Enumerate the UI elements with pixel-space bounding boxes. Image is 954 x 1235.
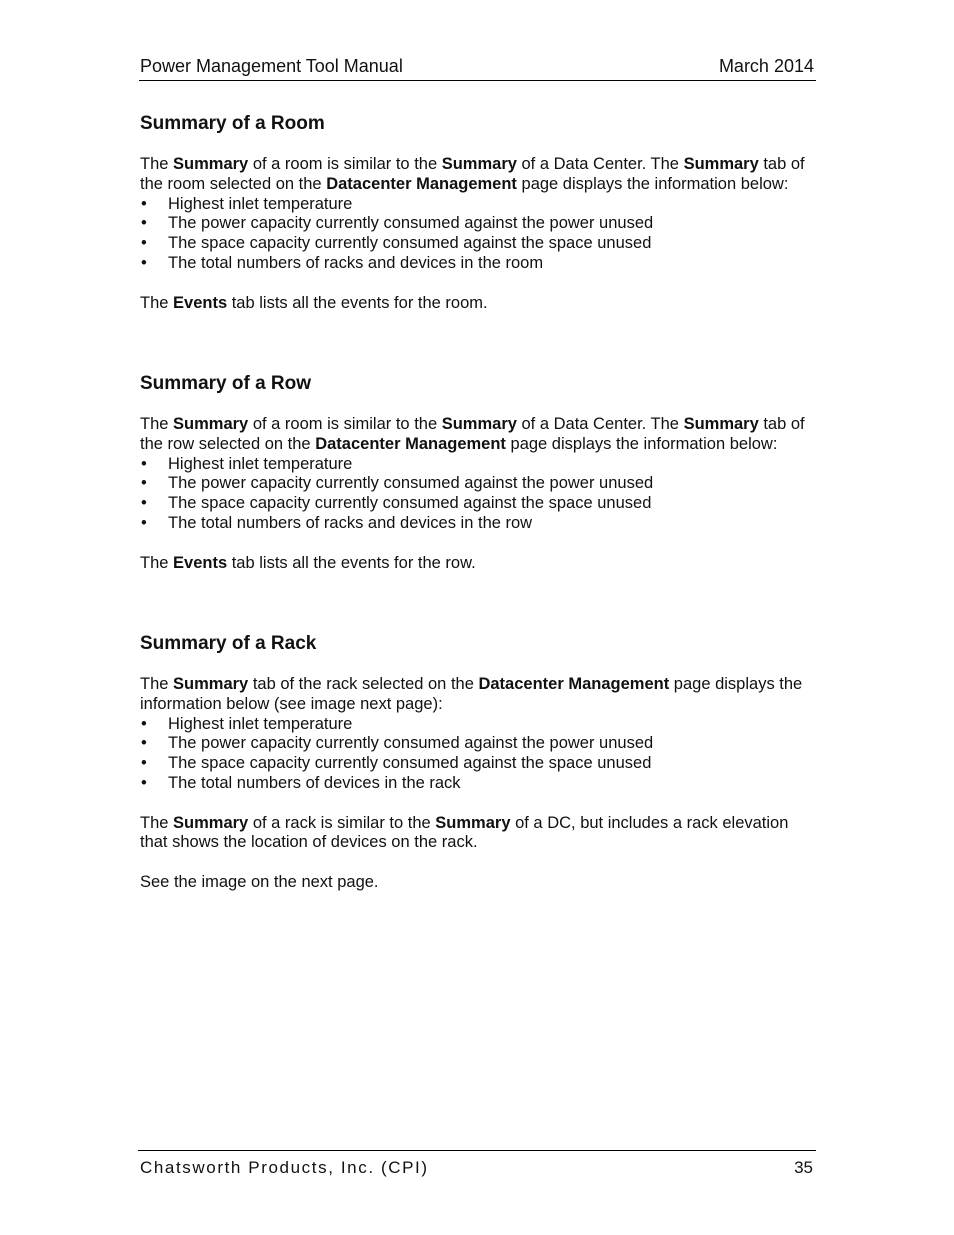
bold-term: Summary	[173, 675, 249, 693]
bold-term: Datacenter Management	[326, 174, 517, 193]
bold-term: Summary	[441, 155, 517, 173]
page-header	[139, 55, 816, 81]
text-run: tab lists all the events for the room.	[227, 293, 488, 312]
list-item: • The total numbers of racks and devices in the row	[141, 513, 533, 532]
text-run: of a room is similar to the	[248, 415, 442, 433]
text-run: of a Data Center. The	[516, 155, 684, 173]
text-run: The	[140, 293, 174, 312]
list-item: • The power capacity currently consumed against the power unused	[141, 474, 654, 493]
text-run: of a Data Center. The	[516, 415, 684, 433]
bold-term: Summary	[441, 415, 517, 433]
section-intro	[140, 675, 820, 715]
section-rack	[140, 632, 820, 893]
list-item: • The power capacity currently consumed against the power unused	[141, 214, 654, 233]
text-run: tab of the rack selected on the	[248, 675, 479, 693]
bold-term: Datacenter Management	[315, 434, 506, 453]
bold-term: Summary	[173, 415, 249, 433]
bullet-icon: •	[141, 234, 147, 253]
bold-term: Summary	[435, 813, 511, 832]
page-number: 35	[794, 1158, 813, 1177]
text-run: page displays the information below (see image next page):	[140, 675, 803, 713]
document-title: Power Management Tool Manual	[140, 56, 403, 76]
bold-term: Summary	[683, 155, 759, 173]
list-item: • Highest inlet temperature	[141, 714, 353, 733]
list-item: • The space capacity currently consumed against the space unused	[141, 234, 652, 253]
page-footer	[138, 1150, 816, 1177]
text-run: The	[140, 553, 174, 572]
bullet-icon: •	[141, 513, 147, 532]
bullet-icon: •	[141, 734, 147, 753]
list-item: • The space capacity currently consumed against the space unused	[141, 754, 652, 773]
section-heading: Summary of a Rack	[140, 633, 317, 654]
section-rack-note	[140, 814, 820, 854]
bullet-icon: •	[141, 714, 147, 733]
text-run: The	[140, 813, 174, 832]
section-events-note	[140, 294, 820, 314]
bullet-list	[140, 455, 820, 534]
section-next-page-note	[140, 873, 820, 893]
list-item: • The total numbers of devices in the rack	[141, 773, 461, 792]
text-run: The	[140, 675, 174, 693]
text-run: page displays the information below:	[516, 174, 789, 193]
bullet-icon: •	[141, 773, 147, 792]
document-date: March 2014	[718, 56, 814, 76]
bullet-icon: •	[141, 194, 147, 213]
bullet-list	[140, 715, 820, 794]
section-heading: Summary of a Row	[140, 373, 312, 394]
bullet-icon: •	[141, 494, 147, 513]
bold-term: Summary	[683, 415, 759, 433]
list-item: • The power capacity currently consumed against the power unused	[141, 734, 654, 753]
text-run: See the image on the next page.	[140, 872, 379, 891]
text-run: of a rack is similar to the	[248, 813, 436, 832]
section-row	[140, 372, 820, 573]
list-item: • Highest inlet temperature	[141, 454, 353, 473]
text-run: The	[140, 155, 174, 173]
list-item: • The space capacity currently consumed against the space unused	[141, 494, 652, 513]
text-run: of a DC, but includes a rack elevation that shows the location of devices on the rack.	[140, 813, 789, 852]
bold-term: Summary	[173, 155, 249, 173]
text-run: tab lists all the events for the row.	[227, 553, 476, 572]
text-run: page displays the information below:	[505, 434, 778, 453]
list-item: • The total numbers of racks and devices in the room	[141, 253, 544, 272]
text-run: tab of the room selected on the	[140, 155, 805, 193]
text-run: The	[140, 415, 174, 433]
bullet-icon: •	[141, 474, 147, 493]
text-run: tab of the row selected on the	[140, 415, 805, 453]
bold-term: Events	[173, 553, 228, 572]
bullet-icon: •	[141, 754, 147, 773]
bold-term: Datacenter Management	[478, 675, 670, 693]
section-events-note	[140, 554, 820, 574]
list-item: • Highest inlet temperature	[141, 194, 353, 213]
section-heading: Summary of a Room	[140, 113, 325, 134]
bold-term: Summary	[173, 813, 249, 832]
bullet-icon: •	[141, 454, 147, 473]
section-intro	[140, 155, 820, 195]
section-intro	[140, 415, 820, 455]
section-room	[140, 112, 820, 313]
bullet-icon: •	[141, 253, 147, 272]
text-run: of a room is similar to the	[248, 155, 442, 173]
company-name: Chatsworth Products, Inc. (CPI)	[140, 1158, 429, 1177]
bullet-icon: •	[141, 214, 147, 233]
bullet-list	[140, 195, 820, 274]
bold-term: Events	[173, 293, 228, 312]
